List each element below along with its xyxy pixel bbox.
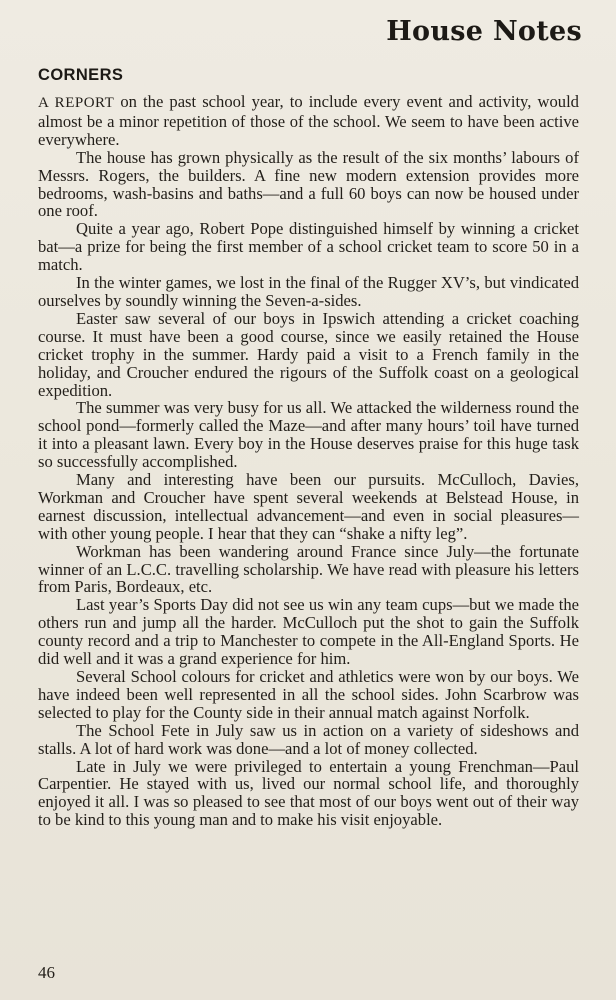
paragraph-10: Several School colours for cricket and athletics were won by our boys. We have indeed been well represented in all the school sides. John Scarbrow was selected to play for the County side in their annual match against Norfolk. xyxy=(38,667,579,722)
paragraph-text: on the past school year, to include every event and activity, would almost be a minor repetition of those of the school. We seem to have been active everywhere. xyxy=(38,92,579,149)
paragraph-9: Last year’s Sports Day did not see us win any team cups—but we made the others run and jump all the harder. McCulloch put the shot to gain the Suffolk county record and a trip to Manchester to compete in the All-England Sports. He did well and it was a grand experience for him. xyxy=(38,595,579,669)
lead-in: A REPORT xyxy=(38,95,115,111)
paragraph-1 xyxy=(38,93,579,149)
paragraph-4: In the winter games, we lost in the final of the Rugger XV’s, but vindicated ourselves by soundly winning the Seven-a-sides. xyxy=(38,273,579,310)
paragraph-12: Late in July we were privileged to entertain a young Frenchman—Paul Carpentier. He stayed with us, lived our normal school life, and thoroughly enjoyed it all. I was so pleased to see that most of our boys went out of their way to be kind to this young man and to make his visit enjoyable. xyxy=(38,756,579,830)
paragraph-5: Easter saw several of our boys in Ipswich attending a cricket coaching course. It must have been a good course, since we easily retained the House cricket trophy in the summer. Hardy paid a visit to a French family in the holiday, and Croucher endured the rigours of the Suffolk coast on a geological expedition. xyxy=(38,308,579,400)
paragraph-11: The School Fete in July saw us in action on a variety of sideshows and stalls. A lot of hard work was done—and a lot of money collected. xyxy=(38,720,579,758)
paragraph-3: Quite a year ago, Robert Pope distinguished himself by winning a cricket bat—a prize for being the first member of a school cricket team to score 50 in a match. xyxy=(38,219,579,275)
paragraph-2: The house has grown physically as the result of the six months’ labours of Messrs. Rogers, the builders. A fine new modern extension provides more bedrooms, wash-basins and baths—and a full 60 boys can now be housed under one roof. xyxy=(38,147,579,221)
article-body xyxy=(38,93,579,829)
page-title: House Notes xyxy=(386,16,582,47)
paragraph-6: The summer was very busy for us all. We attacked the wilderness round the school pond—formerly called the Maze—and after many hours’ toil have turned it into a pleasant lawn. Every boy in the House deserves praise for this huge task so successfully accomplished. xyxy=(38,398,579,472)
page-number: 46 xyxy=(38,963,55,982)
section-heading: CORNERS xyxy=(38,66,124,84)
paragraph-8: Workman has been wandering around France since July—the fortunate winner of an L.C.C. travelling scholarship. We have read with pleasure his letters from Paris, Bordeaux, etc. xyxy=(38,541,579,597)
paragraph-7: Many and interesting have been our pursuits. McCulloch, Davies, Workman and Croucher have spent several weekends at Belstead House, in earnest discussion, intellectual advancement—and even in social pleasures—with other young people. I hear that they can “shake a nifty leg”. xyxy=(38,470,579,543)
